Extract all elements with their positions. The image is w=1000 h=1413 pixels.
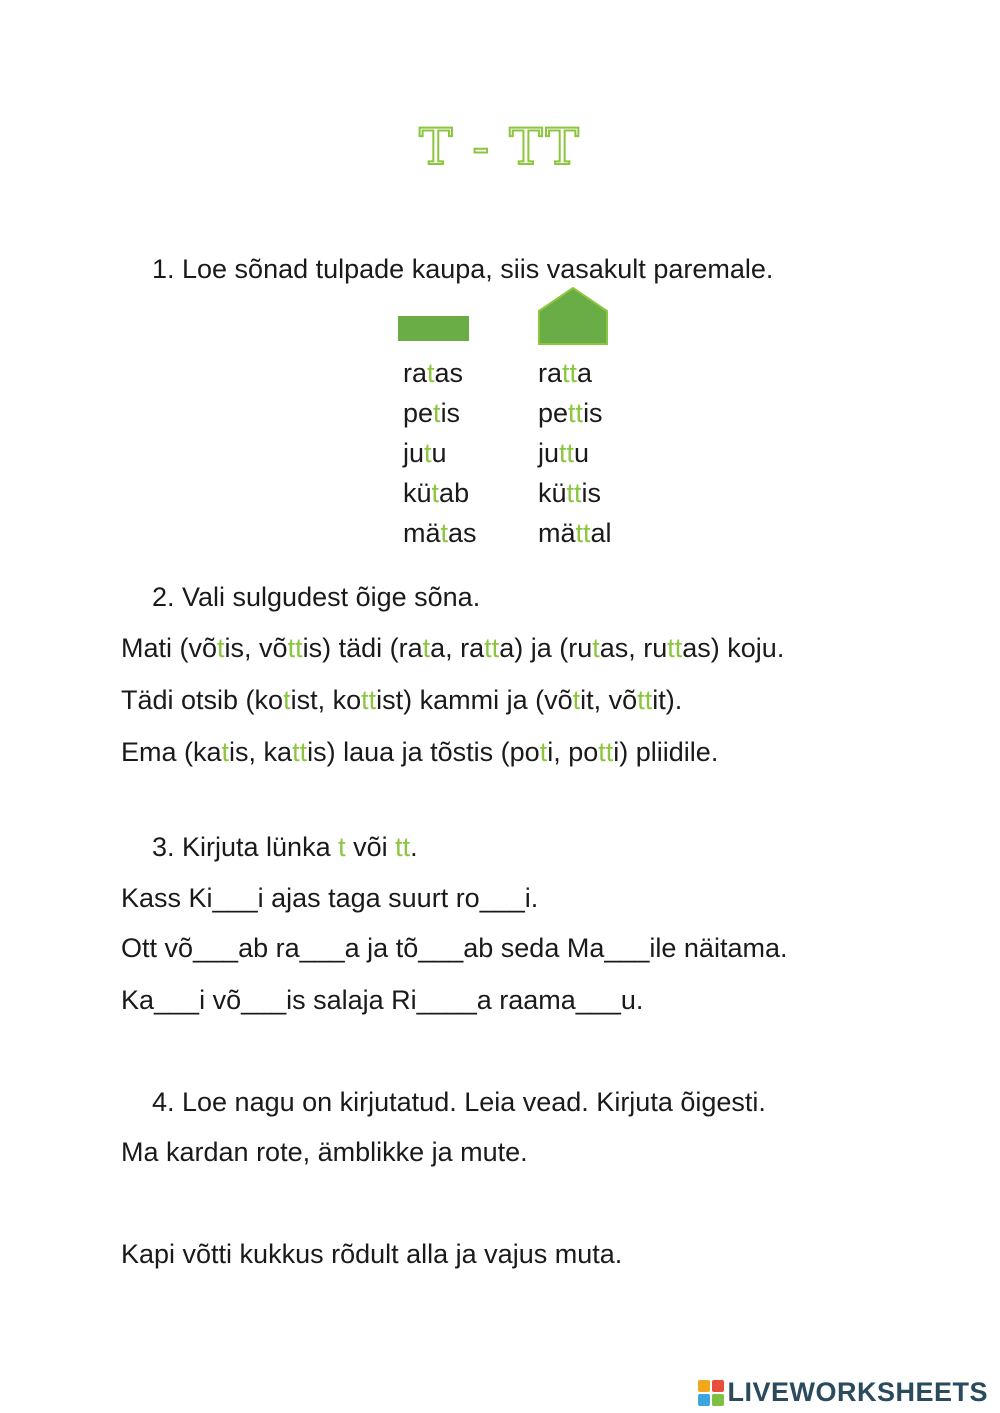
task-3-tt: tt <box>395 832 411 862</box>
sentence-part: is) tädi (ra <box>302 633 423 663</box>
word-part: u <box>431 438 447 468</box>
word-part: kü <box>403 478 432 508</box>
task-4-instruction <box>152 1086 766 1118</box>
highlight-letters: tt <box>484 633 500 663</box>
word-part: pe <box>403 398 434 428</box>
long-word <box>538 477 612 517</box>
highlight-letters: t <box>221 737 230 767</box>
long-sound-symbol <box>538 287 608 345</box>
highlight-letters: t <box>283 685 291 715</box>
highlight-letters: t <box>572 685 581 715</box>
task-1-number: 1. <box>152 254 175 284</box>
long-word <box>538 437 612 477</box>
long-word <box>538 357 612 397</box>
task-2-sentence <box>121 632 784 664</box>
sentence-part: ist) kammi ja (võ <box>376 685 573 715</box>
sentence-part: as, ru <box>599 633 668 663</box>
word-part: as <box>434 358 464 388</box>
short-word <box>403 437 477 477</box>
word-part: ju <box>403 438 425 468</box>
task-3-text-pre: Kirjuta lünka <box>182 832 339 862</box>
word-part: as <box>448 518 477 548</box>
sentence-part: is) laua ja tõstis (po <box>307 737 540 767</box>
sentence-part: a, ra <box>430 633 485 663</box>
word-part: a <box>577 358 593 388</box>
task-3-instruction <box>152 831 418 863</box>
highlight-letters: t <box>433 398 441 428</box>
sentence-part: a) ja (ru <box>499 633 593 663</box>
word-part: ju <box>538 438 560 468</box>
sentence-part: Tädi otsib (ko <box>121 685 284 715</box>
sentence-part: Ema (ka <box>121 737 222 767</box>
task-3-number: 3. <box>152 832 175 862</box>
sentence-part: ist, ko <box>290 685 362 715</box>
word-part: mä <box>403 518 441 548</box>
long-word-column <box>538 357 612 557</box>
highlight-letters: tt <box>667 633 683 663</box>
worksheet-title: T - TT <box>419 118 581 176</box>
word-part: kü <box>538 478 567 508</box>
highlight-letters: t <box>440 518 449 548</box>
task-2-text: Vali sulgudest õige sõna. <box>182 582 481 612</box>
highlight-letters: t <box>424 438 432 468</box>
highlight-letters: tt <box>637 685 653 715</box>
liveworksheets-logo <box>698 1377 988 1408</box>
sentence-part: it). <box>652 685 683 715</box>
task-4-text: Loe nagu on kirjutatud. Leia vead. Kirjuta õigesti. <box>182 1087 766 1117</box>
word-part: ra <box>538 358 563 388</box>
word-part: ra <box>403 358 428 388</box>
word-part: mä <box>538 518 576 548</box>
highlight-letters: t <box>217 633 225 663</box>
highlight-letters: t <box>422 633 431 663</box>
short-word <box>403 477 477 517</box>
word-part: is <box>440 398 461 428</box>
highlight-letters: tt <box>562 358 578 388</box>
sentence-part: Mati (võ <box>121 633 218 663</box>
task-4-sentence: Kapi võtti kukkus rõdult alla ja vajus muta. <box>121 1239 623 1269</box>
short-word <box>403 517 477 557</box>
highlight-letters: tt <box>292 737 308 767</box>
word-part: is <box>583 398 603 428</box>
sentence-part: i, po <box>547 737 599 767</box>
highlight-letters: tt <box>575 518 591 548</box>
task-1-text: Loe sõnad tulpade kaupa, siis vasakult paremale. <box>182 254 774 284</box>
task-2-instruction <box>152 581 480 613</box>
sentence-part: is, võ <box>224 633 288 663</box>
highlight-letters: t <box>592 633 600 663</box>
sentence-part: as) koju. <box>682 633 785 663</box>
sentence-part: i) pliidile. <box>613 737 719 767</box>
task-3-text-post: . <box>410 832 418 862</box>
highlight-letters: t <box>427 358 435 388</box>
short-word <box>403 357 477 397</box>
highlight-letters: tt <box>361 685 377 715</box>
task-3-t: t <box>338 832 346 862</box>
task-3-sentence: Ka___i võ___is salaja Ri____a raama___u. <box>121 985 644 1015</box>
brand-text: LIVEWORKSHEETS <box>727 1377 988 1407</box>
long-word <box>538 517 612 557</box>
word-part: al <box>590 518 612 548</box>
highlight-letters: tt <box>287 633 303 663</box>
task-4-sentence: Ma kardan rote, ämblikke ja mute. <box>121 1137 528 1167</box>
highlight-letters: tt <box>566 478 582 508</box>
highlight-letters: tt <box>598 737 614 767</box>
short-sound-symbol <box>398 316 469 341</box>
task-3-sentence: Kass Ki___i ajas taga suurt ro___i. <box>121 883 539 913</box>
sentence-part: it, võ <box>580 685 638 715</box>
task-4-number: 4. <box>152 1087 175 1117</box>
short-word-column <box>403 357 477 557</box>
task-3-sentence: Ott võ___ab ra___a ja tõ___ab seda Ma___ile näitama. <box>121 933 788 963</box>
short-word <box>403 397 477 437</box>
word-part: pe <box>538 398 569 428</box>
logo-icon <box>698 1380 724 1406</box>
highlight-letters: t <box>431 478 440 508</box>
task-1-instruction <box>152 253 773 285</box>
highlight-letters: t <box>539 737 548 767</box>
word-part: u <box>574 438 590 468</box>
task-2-sentence <box>121 736 718 768</box>
task-2-number: 2. <box>152 582 175 612</box>
sentence-part: is, ka <box>229 737 293 767</box>
task-3-text-mid: või <box>345 832 396 862</box>
highlight-letters: tt <box>568 398 584 428</box>
highlight-letters: tt <box>559 438 575 468</box>
long-word <box>538 397 612 437</box>
word-part: is <box>581 478 602 508</box>
word-part: ab <box>439 478 470 508</box>
task-2-sentence <box>121 684 682 716</box>
